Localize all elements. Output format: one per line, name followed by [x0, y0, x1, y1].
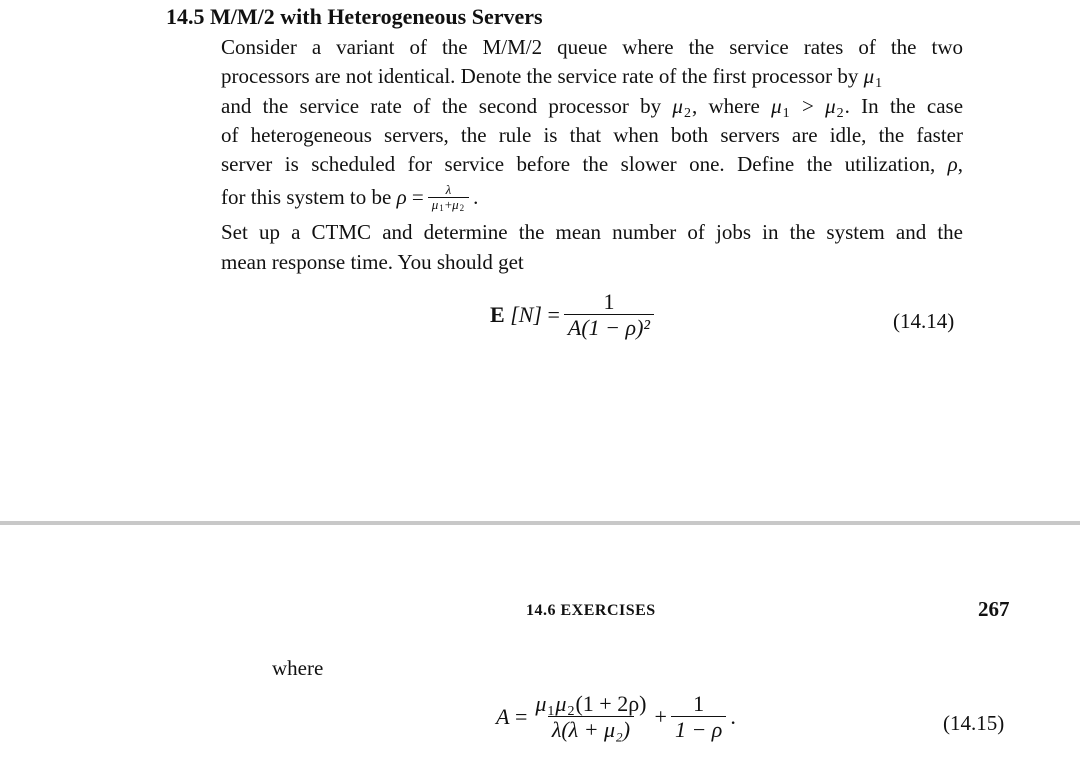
math: = [411, 185, 424, 209]
equation-number: (14.14) [893, 309, 955, 333]
text: processors are not identical. Denote the service rate of the first processor by [221, 64, 859, 88]
math: = [547, 302, 560, 328]
math: 2 [459, 202, 465, 213]
paragraph-line: Consider a variant of the M/M/2 queue where the service rates of the two [221, 35, 963, 59]
math: 1 [875, 76, 883, 91]
math: + [654, 704, 667, 730]
page-bottom [0, 525, 1080, 759]
math: (1 + 2ρ) [575, 691, 647, 716]
running-head: 14.6 EXERCISES [526, 602, 656, 619]
text: , where [691, 94, 760, 118]
math: [N] [510, 302, 542, 328]
math: ρ [396, 185, 407, 209]
math: + [444, 196, 453, 212]
page-number: 267 [978, 597, 1010, 621]
text: , [957, 152, 963, 176]
math: 2 [836, 106, 844, 121]
math: = [514, 704, 528, 730]
text: . [730, 704, 736, 730]
section-heading: 14.5 M/M/2 with Heterogeneous Servers [166, 4, 543, 29]
math: 1 [782, 106, 790, 121]
math: μ [771, 94, 782, 118]
paragraph-line [221, 180, 963, 214]
math: λ [445, 181, 452, 197]
numerator: 1 [603, 289, 615, 314]
fraction [564, 290, 654, 340]
math: μ [672, 94, 683, 118]
paragraph-line: Set up a CTMC and determine the mean number of jobs in the system and the [221, 220, 963, 244]
denominator: λ(λ + μ₂) [548, 716, 634, 742]
text: where [272, 656, 324, 680]
equation-14-15 [496, 692, 736, 742]
paragraph-line [221, 152, 963, 176]
math: A [496, 704, 510, 730]
math: μ [863, 64, 875, 88]
denominator: 1 − ρ [671, 716, 726, 742]
math: μ [431, 196, 439, 212]
numerator: 1 [693, 691, 705, 716]
text: . [473, 185, 479, 209]
math: 1 [439, 202, 444, 213]
paragraph-line [221, 94, 964, 121]
math: > [801, 94, 814, 118]
math: μ [452, 196, 459, 212]
math: μ [535, 691, 547, 716]
fraction [671, 692, 726, 742]
fraction [531, 692, 650, 742]
rho-fraction [428, 183, 469, 212]
denominator: A(1 − ρ)² [564, 314, 654, 340]
paragraph-line: of heterogeneous servers, the rule is that when both servers are idle, the faster [221, 123, 963, 147]
math: 1 [547, 704, 555, 719]
math: μ [555, 691, 567, 716]
equation-number: (14.15) [943, 711, 1005, 735]
text: . In the case [844, 94, 964, 118]
math: 2 [683, 106, 691, 121]
text: and the service rate of the second processor by [221, 94, 662, 118]
paragraph-line: mean response time. You should get [221, 250, 524, 274]
text: for this system to be [221, 185, 392, 209]
math: μ [825, 94, 836, 118]
math: ρ [947, 152, 958, 176]
text: server is scheduled for service before the slower one. Define the utilization, [221, 152, 936, 176]
equation-14-14 [490, 290, 658, 340]
paragraph-line [221, 64, 963, 91]
math: E [490, 302, 505, 328]
math: 2 [567, 704, 575, 719]
